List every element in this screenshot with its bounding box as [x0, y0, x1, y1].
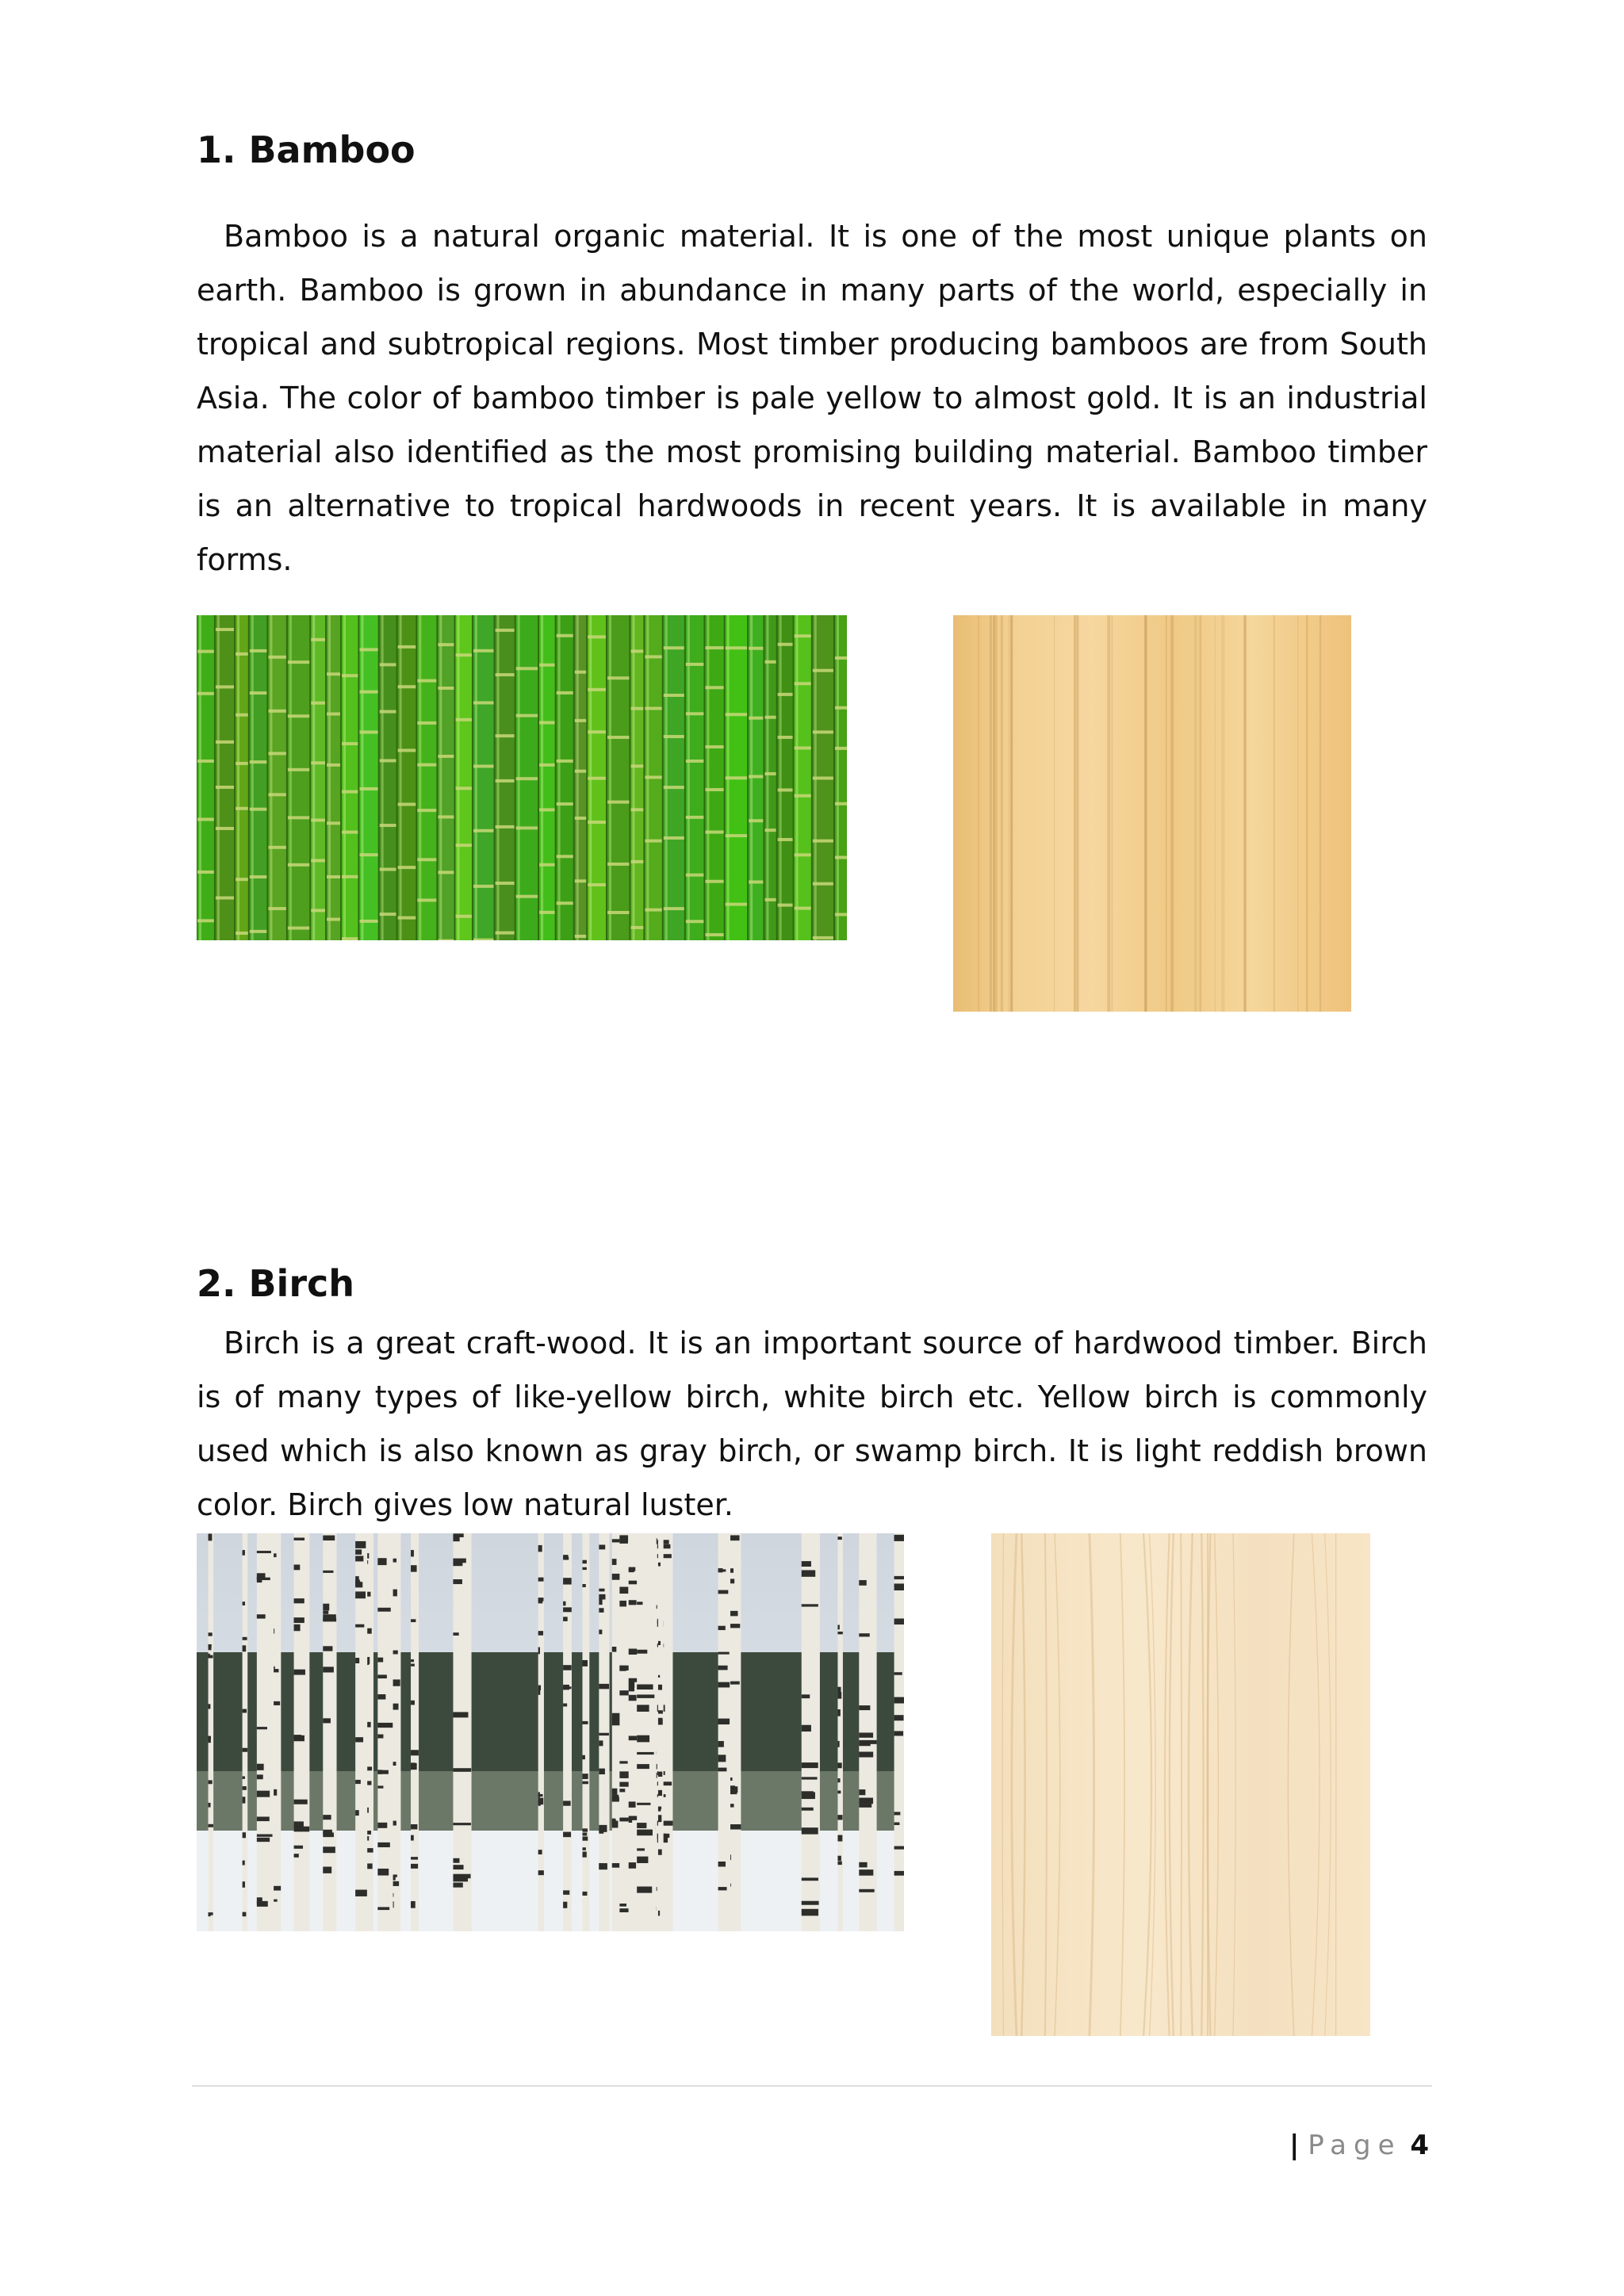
footer-rule: [192, 2085, 1432, 2087]
section-paragraph-bamboo: Bamboo is a natural organic material. It is one of the most unique plants on earth. Bamboo is grown in abundance in many parts of the world, especially in tropical and subtropical regions. Most timber producing bamboos are from South Asia. The color of bamboo timber is pale yellow to almost gold. It is an industrial material also identified as the most promising building material. Bamboo timber is an alternative to tropical hardwoods in recent years. It is available in many forms.: [197, 219, 1427, 577]
birch-forest-photo: [197, 1533, 904, 1931]
birch-timber-texture: [991, 1533, 1370, 2036]
section-heading-bamboo: 1. Bamboo: [197, 128, 416, 171]
footer-separator: |: [1289, 2130, 1300, 2161]
section-paragraph-birch: Birch is a great craft-wood. It is an important source of hardwood timber. Birch is of many types of like-yellow birch, white birch etc. Yellow birch is commonly used which is also known as gray birch, or swamp birch. It is light reddish brown color. Birch gives low natural luster.: [197, 1326, 1427, 1522]
footer-page-word: Page: [1308, 2130, 1402, 2161]
bamboo-stalks-photo: [197, 615, 847, 940]
bamboo-timber-texture: [953, 615, 1351, 1012]
footer-page-number: 4: [1410, 2130, 1429, 2161]
section-heading-birch: 2. Birch: [197, 1262, 355, 1305]
page-number-footer: [1289, 2130, 1429, 2161]
